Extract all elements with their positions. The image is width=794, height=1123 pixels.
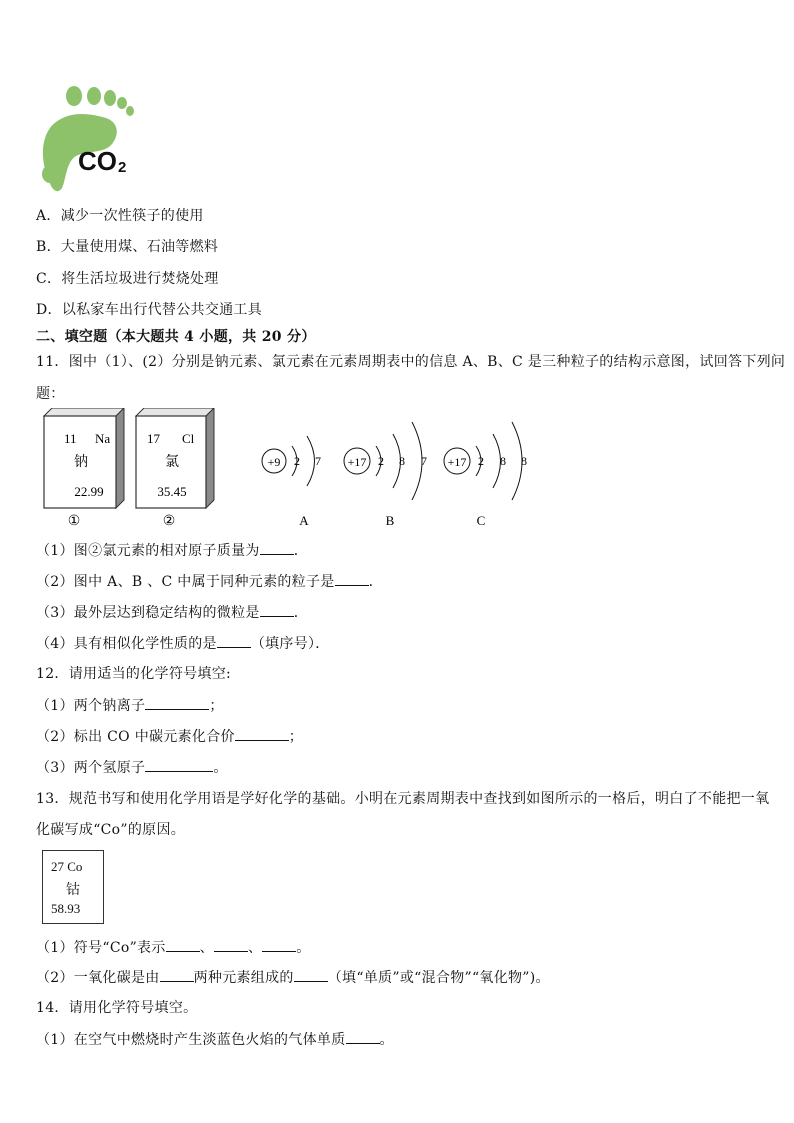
- q11-sub1-end: ．: [293, 543, 309, 559]
- q14-sub1-text: （1）在空气中燃烧时产生淡蓝色火焰的气体单质: [36, 1032, 346, 1048]
- cl-name: 氯: [165, 454, 179, 470]
- co-name: 钴: [66, 882, 80, 898]
- option-b: B．大量使用煤、石油等燃料: [36, 239, 219, 255]
- atom-b-shell-2: 8: [399, 454, 405, 468]
- atom-a-shell-1: 2: [294, 454, 300, 468]
- element-tile-co: [42, 850, 104, 924]
- q13-sub2-end: （填“单质”或“混合物”“氧化物”)。: [327, 970, 550, 986]
- q14-sub1-end: 。: [379, 1032, 394, 1048]
- q13-sub1-end: 。: [296, 940, 311, 956]
- atom-c-shell-2: 8: [500, 454, 506, 468]
- q13-sub2-blank-2[interactable]: [294, 968, 328, 982]
- q14-sub1-blank[interactable]: [346, 1030, 380, 1044]
- q11-sub1-text: （1）图②氯元素的相对原子质量为: [36, 543, 260, 559]
- na-symbol: Na: [95, 431, 111, 446]
- q11-stem-line1: 11．图中（1）、(2）分别是钠元素、氯元素在元素周期表中的信息 A、B、C 是三种粒子的结构示意图，试回答下列问: [36, 354, 786, 370]
- q11-sub4-end: （填序号）．: [250, 636, 330, 652]
- na-name: 钠: [74, 454, 88, 470]
- atom-a-label: A: [299, 513, 309, 528]
- na-tile-label: ①: [67, 514, 81, 529]
- q11-sub1: [36, 541, 308, 560]
- co-number-symbol: 27 Co: [51, 859, 83, 874]
- co2-footprint-logo: [36, 84, 136, 196]
- q11-sub3-blank[interactable]: [260, 603, 294, 617]
- option-a: A．减少一次性筷子的使用: [36, 208, 204, 224]
- q13-sub1-sep2: 、: [247, 940, 263, 956]
- atom-c-label: C: [476, 513, 486, 528]
- toe-4: [117, 97, 127, 109]
- q11-sub4-blank[interactable]: [217, 634, 251, 648]
- element-tile-cl: [136, 408, 214, 508]
- q13-sub1-text: （1）符号“Co”表示: [36, 940, 166, 956]
- q14-sub1: [36, 1030, 394, 1049]
- q11-sub3: [36, 603, 308, 622]
- co-mass: 58.93: [51, 901, 81, 916]
- q12-sub2-text: （2）标出 CO 中碳元素化合价: [36, 729, 235, 745]
- q11-stem-line2: 题：: [36, 386, 65, 402]
- logo-text: CO: [78, 146, 117, 176]
- q13-sub2-text: （2）一氧化碳是由: [36, 970, 160, 986]
- na-mass: 22.99: [74, 484, 104, 499]
- q13-sub1-blank-3[interactable]: [262, 938, 296, 952]
- atom-c-shell-3: 8: [521, 454, 527, 468]
- q12-sub2: [36, 727, 303, 746]
- section-title: 二、填空题（本大题共 4 小题，共 20 分）: [36, 329, 316, 345]
- q12-sub2-blank[interactable]: [235, 727, 289, 741]
- q14-stem: 14．请用化学符号填空。: [36, 1000, 198, 1016]
- q12-sub2-end: ；: [288, 729, 304, 745]
- q12-sub3-blank[interactable]: [145, 758, 213, 772]
- atom-b-shell-1: 2: [378, 454, 384, 468]
- q13-sub2: [36, 968, 550, 987]
- logo-subscript: 2: [118, 159, 127, 176]
- atom-diagram-b: [344, 422, 427, 528]
- q11-sub3-end: ．: [293, 605, 309, 621]
- q11-sub2-blank[interactable]: [335, 572, 369, 586]
- toe-1: [66, 86, 82, 106]
- q11-sub1-blank[interactable]: [260, 541, 294, 555]
- q11-sub4: [36, 634, 330, 653]
- q13-stem-line2: 化碳写成“Co”的原因。: [36, 822, 186, 838]
- option-d: D．以私家车出行代替公共交通工具: [36, 302, 263, 318]
- toe-5: [126, 106, 134, 116]
- q11-figure: [36, 408, 546, 533]
- atom-b-nucleus: +17: [347, 455, 367, 469]
- cl-symbol: Cl: [182, 431, 195, 446]
- q12-sub3-text: （3）两个氢原子: [36, 760, 146, 776]
- option-c: C．将生活垃圾进行焚烧处理: [36, 271, 219, 287]
- atom-a-nucleus: +9: [267, 455, 281, 469]
- toe-3: [104, 90, 116, 106]
- q12-stem: 12．请用适当的化学符号填空:: [36, 666, 232, 682]
- q11-sub3-text: （3）最外层达到稳定结构的微粒是: [36, 605, 260, 621]
- q13-sub2-mid: 两种元素组成的: [193, 970, 294, 986]
- q11-sub4-text: （4）具有相似化学性质的是: [36, 636, 217, 652]
- q13-sub2-blank-1[interactable]: [160, 968, 194, 982]
- q12-sub3: [36, 758, 228, 777]
- q13-sub1-blank-2[interactable]: [214, 938, 248, 952]
- q13-sub1: [36, 938, 311, 957]
- q11-sub2: [36, 572, 383, 591]
- q13-stem-line1: 13．规范书写和使用化学用语是学好化学的基础。小明在元素周期表中查找到如图所示的一格后，明白了不能把一氧: [36, 791, 770, 807]
- q12-sub3-end: 。: [213, 760, 228, 776]
- q12-sub1: [36, 696, 224, 715]
- atom-b-shell-3: 7: [421, 454, 427, 468]
- cl-number: 17: [147, 431, 160, 446]
- q12-sub1-text: （1）两个钠离子: [36, 698, 146, 714]
- toe-2: [87, 87, 101, 105]
- atom-a-shell-2: 7: [315, 454, 321, 468]
- atom-c-nucleus: +17: [447, 455, 467, 469]
- na-number: 11: [64, 431, 77, 446]
- element-tile-na: [44, 408, 124, 508]
- cl-tile-label: ②: [162, 514, 176, 529]
- atom-diagram-c: [444, 422, 527, 528]
- cl-mass: 35.45: [157, 484, 187, 499]
- q12-sub1-end: ；: [209, 698, 224, 714]
- atom-b-label: B: [385, 513, 395, 528]
- q13-sub1-blank-1[interactable]: [166, 938, 200, 952]
- q11-sub2-end: ．: [368, 574, 383, 590]
- atom-diagram-a: [262, 436, 321, 528]
- atom-c-shell-1: 2: [478, 454, 484, 468]
- q11-sub2-text: （2）图中 A、B 、C 中属于同种元素的粒子是: [36, 574, 335, 590]
- q13-sub1-sep1: 、: [199, 940, 214, 956]
- q12-sub1-blank[interactable]: [145, 696, 209, 710]
